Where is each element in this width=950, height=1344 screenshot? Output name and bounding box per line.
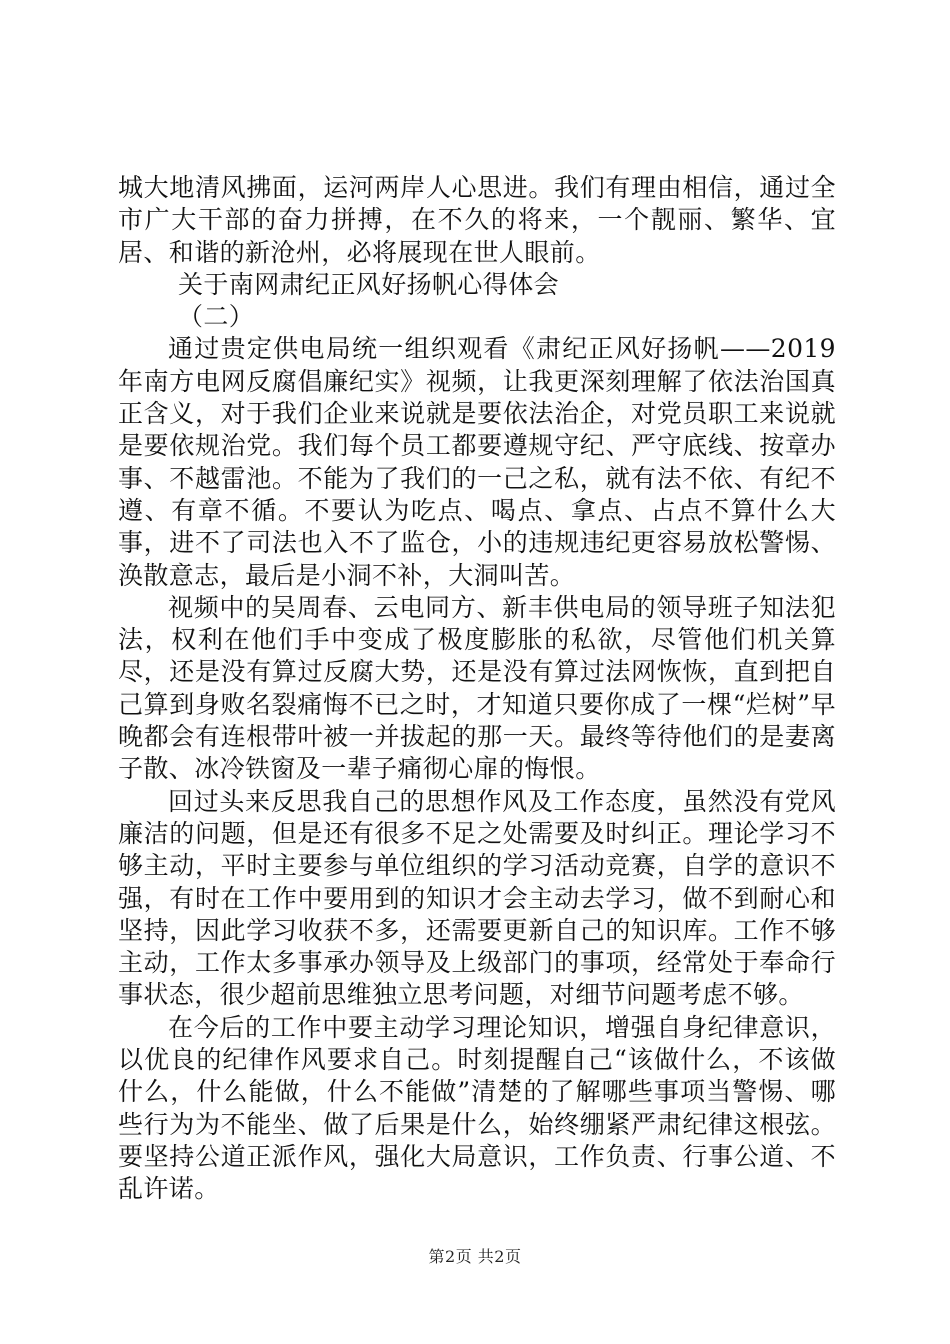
article-subtitle: （二） [178,302,255,332]
article-title: 关于南网肃纪正风好扬帆心得体会 [178,269,560,299]
paragraph: 回过头来反思我自己的思想作风及工作态度，虽然没有党风廉洁的问题，但是还有很多不足之处需要及时纠正。理论学习不够主动，平时主要参与单位组织的学习活动竞赛，自学的意识不强，有时在工作中要用到的知识才会主动去学习，做不到耐心和坚持，因此学习收获不多，还需要更新自己的知识库。工作不够主动，工作太多事承办领导及上级部门的事项，经常处于奉命行事状态，很少超前思维独立思考问题，对细节问题考虑不够。 [118,786,836,1010]
paragraph: 在今后的工作中要主动学习理论知识，增强自身纪律意识，以优良的纪律作风要求自己。时刻提醒自己“该做什么，不该做什么，什么能做，什么不能做”清楚的了解哪些事项当警惕、哪些行为为不能坐、做了后果是什么，始终绷紧严肃纪律这根弦。要坚持公道正派作风，强化大局意识，工作负责、行事公道、不乱许诺。 [118,1012,836,1204]
page-footer: 第2页 共2页 [428,1247,522,1266]
paragraph: 视频中的吴周春、云电同方、新丰供电局的领导班子知法犯法，权利在他们手中变成了极度膨胀的私欲，尽管他们机关算尽，还是没有算过反腐大势，还是没有算过法网恢恢，直到把自己算到身败名裂痛悔不已之时，才知道只要你成了一棵“烂树”早晚都会有连根带叶被一并拔起的那一天。最终等待他们的是妻离子散、冰冷铁窗及一辈子痛彻心扉的悔恨。 [118,592,836,784]
document-body [118,172,836,1206]
paragraph-continuation: 城大地清风拂面，运河两岸人心思进。我们有理由相信，通过全市广大干部的奋力拼搏，在不久的将来，一个靓丽、繁华、宜居、和谐的新沧州，必将展现在世人眼前。 [118,173,836,267]
paragraph: 通过贵定供电局统一组织观看《肃纪正风好扬帆——2019年南方电网反腐倡廉纪实》视频，让我更深刻理解了依法治国真正含义，对于我们企业来说就是要依法治企，对党员职工来说就是要依规治党。我们每个员工都要遵规守纪、严守底线、按章办事、不越雷池。不能为了我们的一己之私，就有法不依、有纪不遵、有章不循。不要认为吃点、喝点、拿点、占点不算什么大事，进不了司法也入不了监仓，小的违规违纪更容易放松警惕、涣散意志，最后是小洞不补，大洞叫苦。 [118,334,836,590]
